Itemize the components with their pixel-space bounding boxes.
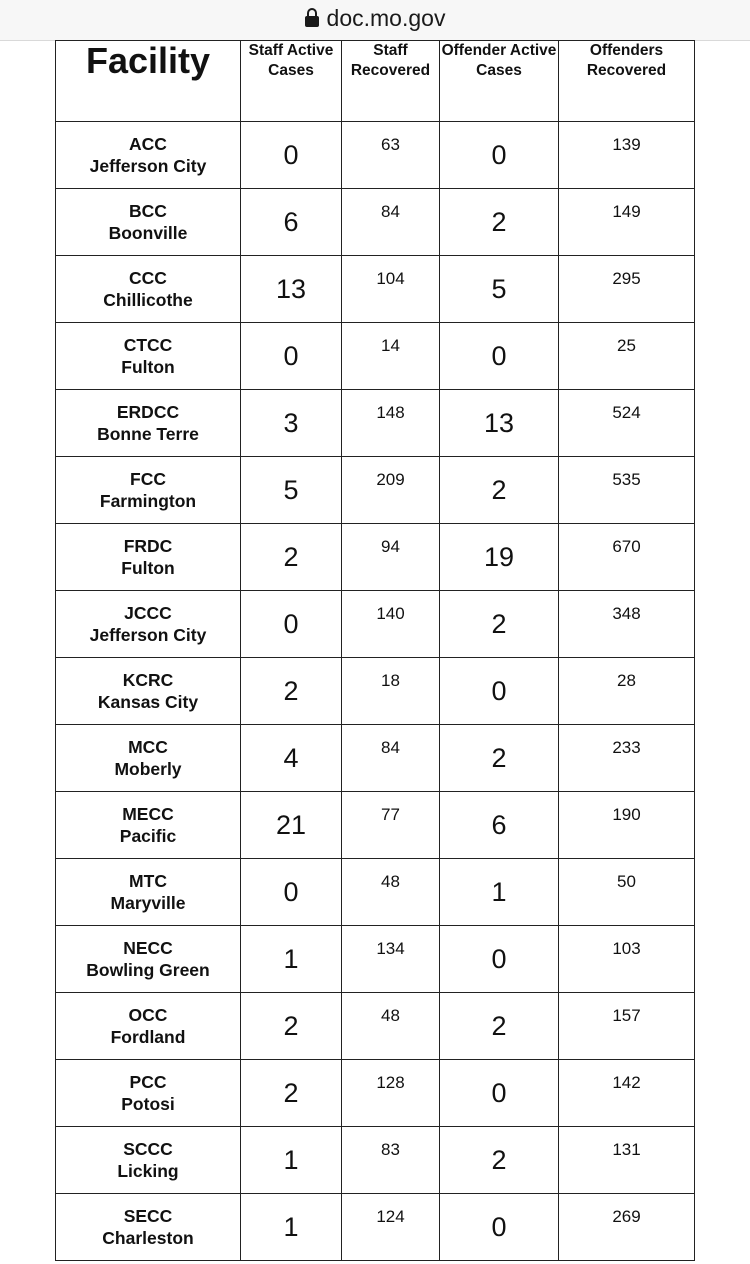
facility-city: Charleston xyxy=(102,1228,194,1248)
staff-recovered-cell: 134 xyxy=(342,926,440,993)
offenders-recovered-cell: 131 xyxy=(559,1127,695,1194)
url-text: doc.mo.gov xyxy=(326,5,446,31)
facility-cell xyxy=(56,189,241,256)
facility-city: Moberly xyxy=(114,759,182,779)
offenders-recovered-cell: 524 xyxy=(559,390,695,457)
facility-code: OCC xyxy=(128,1005,168,1025)
staff-active-cases-cell: 0 xyxy=(241,859,342,926)
offenders-recovered-cell: 25 xyxy=(559,323,695,390)
header-offenders-recovered: Offenders Recovered xyxy=(559,41,695,122)
offender-active-cases-cell: 2 xyxy=(440,591,559,658)
table-row xyxy=(56,1194,695,1261)
staff-recovered-cell: 48 xyxy=(342,859,440,926)
facility-city: Boonville xyxy=(108,223,188,243)
staff-active-cases-cell: 2 xyxy=(241,993,342,1060)
facility-code: ACC xyxy=(129,134,167,154)
offender-active-cases-cell: 2 xyxy=(440,993,559,1060)
facility-code: SCCC xyxy=(123,1139,173,1159)
staff-active-cases-cell: 1 xyxy=(241,1127,342,1194)
staff-recovered-cell: 209 xyxy=(342,457,440,524)
offender-active-cases-cell: 1 xyxy=(440,859,559,926)
facility-city: Bonne Terre xyxy=(97,424,199,444)
offenders-recovered-cell: 50 xyxy=(559,859,695,926)
offender-active-cases-cell: 19 xyxy=(440,524,559,591)
offenders-recovered-cell: 157 xyxy=(559,993,695,1060)
facility-cell xyxy=(56,1127,241,1194)
facility-city: Fulton xyxy=(121,558,175,578)
staff-active-cases-cell: 1 xyxy=(241,1194,342,1261)
facility-cell xyxy=(56,1194,241,1261)
header-staff-recovered: Staff Recovered xyxy=(342,41,440,122)
staff-active-cases-cell: 4 xyxy=(241,725,342,792)
table-row xyxy=(56,256,695,323)
offender-active-cases-cell: 0 xyxy=(440,658,559,725)
facility-cell xyxy=(56,256,241,323)
facility-cell xyxy=(56,993,241,1060)
table-row xyxy=(56,457,695,524)
facility-code: MECC xyxy=(122,804,174,824)
offender-active-cases-cell: 2 xyxy=(440,1127,559,1194)
facility-cell xyxy=(56,457,241,524)
facility-code: CCC xyxy=(129,268,167,288)
staff-active-cases-cell: 6 xyxy=(241,189,342,256)
staff-recovered-cell: 83 xyxy=(342,1127,440,1194)
offenders-recovered-cell: 535 xyxy=(559,457,695,524)
staff-recovered-cell: 48 xyxy=(342,993,440,1060)
table-header-row xyxy=(56,41,695,122)
staff-active-cases-cell: 2 xyxy=(241,524,342,591)
covid-cases-table xyxy=(55,40,695,1261)
offender-active-cases-cell: 0 xyxy=(440,323,559,390)
facility-cell xyxy=(56,323,241,390)
facility-code: KCRC xyxy=(122,670,174,690)
staff-recovered-cell: 63 xyxy=(342,122,440,189)
table-row xyxy=(56,1127,695,1194)
offenders-recovered-cell: 269 xyxy=(559,1194,695,1261)
offender-active-cases-cell: 5 xyxy=(440,256,559,323)
offenders-recovered-cell: 233 xyxy=(559,725,695,792)
offender-active-cases-cell: 2 xyxy=(440,725,559,792)
facility-city: Farmington xyxy=(99,491,197,511)
facility-cell xyxy=(56,524,241,591)
header-facility: Facility xyxy=(56,41,241,122)
offenders-recovered-cell: 149 xyxy=(559,189,695,256)
facility-city: Maryville xyxy=(110,893,186,913)
staff-active-cases-cell: 3 xyxy=(241,390,342,457)
facility-code: MCC xyxy=(128,737,168,757)
facility-code: BCC xyxy=(129,201,167,221)
facility-cell xyxy=(56,591,241,658)
table-row xyxy=(56,122,695,189)
offenders-recovered-cell: 670 xyxy=(559,524,695,591)
offender-active-cases-cell: 2 xyxy=(440,457,559,524)
table-row xyxy=(56,323,695,390)
facility-cell xyxy=(56,926,241,993)
staff-recovered-cell: 84 xyxy=(342,189,440,256)
url-display[interactable] xyxy=(0,4,750,32)
facility-code: NECC xyxy=(123,938,173,958)
header-staff-active-cases: Staff Active Cases xyxy=(241,41,342,122)
staff-recovered-cell: 77 xyxy=(342,792,440,859)
facility-city: Chillicothe xyxy=(103,290,193,310)
staff-active-cases-cell: 0 xyxy=(241,323,342,390)
table-row xyxy=(56,390,695,457)
table-row xyxy=(56,1060,695,1127)
table-row xyxy=(56,658,695,725)
offenders-recovered-cell: 348 xyxy=(559,591,695,658)
facility-cell xyxy=(56,122,241,189)
table-row xyxy=(56,725,695,792)
table-row xyxy=(56,859,695,926)
staff-recovered-cell: 84 xyxy=(342,725,440,792)
staff-recovered-cell: 148 xyxy=(342,390,440,457)
staff-active-cases-cell: 0 xyxy=(241,591,342,658)
staff-recovered-cell: 124 xyxy=(342,1194,440,1261)
offender-active-cases-cell: 0 xyxy=(440,122,559,189)
facility-code: SECC xyxy=(123,1206,173,1226)
browser-address-bar[interactable] xyxy=(0,0,750,41)
offender-active-cases-cell: 0 xyxy=(440,1060,559,1127)
offenders-recovered-cell: 295 xyxy=(559,256,695,323)
table-row xyxy=(56,792,695,859)
staff-active-cases-cell: 5 xyxy=(241,457,342,524)
facility-cell xyxy=(56,859,241,926)
facility-city: Fulton xyxy=(121,357,175,377)
lock-icon xyxy=(305,16,319,27)
table-row xyxy=(56,524,695,591)
offender-active-cases-cell: 0 xyxy=(440,1194,559,1261)
staff-recovered-cell: 18 xyxy=(342,658,440,725)
offender-active-cases-cell: 2 xyxy=(440,189,559,256)
staff-recovered-cell: 140 xyxy=(342,591,440,658)
facility-code: ERDCC xyxy=(116,402,180,422)
offender-active-cases-cell: 0 xyxy=(440,926,559,993)
staff-active-cases-cell: 13 xyxy=(241,256,342,323)
staff-active-cases-cell: 0 xyxy=(241,122,342,189)
facility-cell xyxy=(56,725,241,792)
staff-active-cases-cell: 2 xyxy=(241,658,342,725)
facility-cell xyxy=(56,1060,241,1127)
staff-recovered-cell: 94 xyxy=(342,524,440,591)
table-row xyxy=(56,189,695,256)
header-offender-active-cases: Offender Active Cases xyxy=(440,41,559,122)
facility-cell xyxy=(56,792,241,859)
facility-code: FRDC xyxy=(123,536,173,556)
facility-code: PCC xyxy=(129,1072,167,1092)
offenders-recovered-cell: 28 xyxy=(559,658,695,725)
facility-code: JCCC xyxy=(124,603,172,623)
facility-code: FCC xyxy=(130,469,166,489)
facility-code: MTC xyxy=(129,871,167,891)
staff-recovered-cell: 128 xyxy=(342,1060,440,1127)
staff-active-cases-cell: 2 xyxy=(241,1060,342,1127)
table-row xyxy=(56,993,695,1060)
facility-city: Potosi xyxy=(121,1094,175,1114)
facility-city: Pacific xyxy=(119,826,177,846)
offender-active-cases-cell: 13 xyxy=(440,390,559,457)
staff-active-cases-cell: 21 xyxy=(241,792,342,859)
facility-city: Kansas City xyxy=(97,692,199,712)
table-row xyxy=(56,926,695,993)
staff-recovered-cell: 14 xyxy=(342,323,440,390)
offender-active-cases-cell: 6 xyxy=(440,792,559,859)
offenders-recovered-cell: 190 xyxy=(559,792,695,859)
staff-recovered-cell: 104 xyxy=(342,256,440,323)
staff-active-cases-cell: 1 xyxy=(241,926,342,993)
facility-code: CTCC xyxy=(123,335,173,355)
facility-cell xyxy=(56,390,241,457)
facility-city: Jefferson City xyxy=(89,156,207,176)
facility-cell xyxy=(56,658,241,725)
facility-city: Jefferson City xyxy=(89,625,207,645)
facility-city: Licking xyxy=(117,1161,179,1181)
offenders-recovered-cell: 139 xyxy=(559,122,695,189)
offenders-recovered-cell: 103 xyxy=(559,926,695,993)
facility-city: Bowling Green xyxy=(86,960,210,980)
facility-city: Fordland xyxy=(110,1027,186,1047)
offenders-recovered-cell: 142 xyxy=(559,1060,695,1127)
table-row xyxy=(56,591,695,658)
